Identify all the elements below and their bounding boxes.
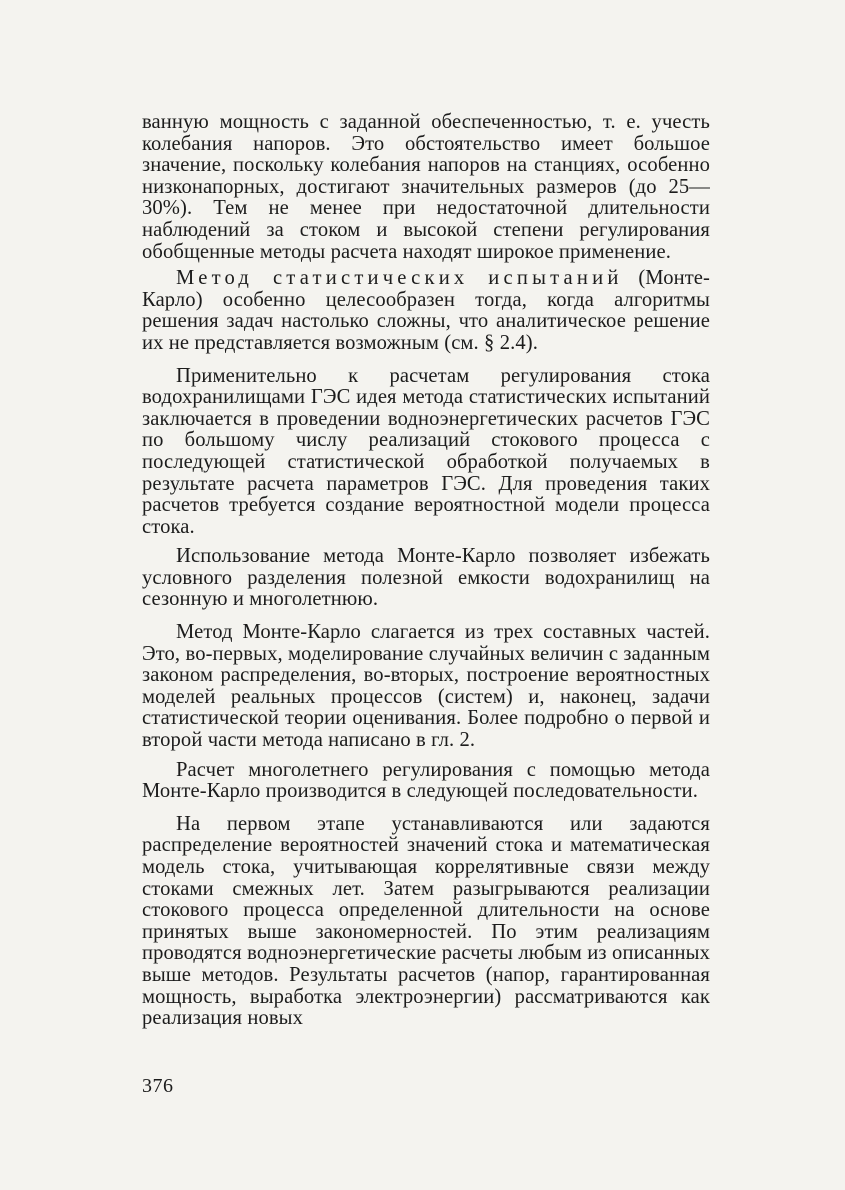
- paragraph-2: [142, 268, 710, 354]
- body-text: [142, 112, 710, 1030]
- paragraph-7: На первом этапе устанавливаются или задаются распределение вероятностей значений стока и математическая модель стока, учитывающая коррелятивные связи между стоками смежных лет. Затем разыгрываются реализации стокового процесса определенной длительности на основе принятых выше закономерностей. По этим реализациям проводятся водноэнергетические расчеты любым из описанных выше методов. Результаты расчетов (напор, гарантированная мощность, выработка электроэнергии) рассматриваются как реализация новых: [142, 812, 710, 1030]
- paragraph-4: Использование метода Монте-Карло позволяет избежать условного разделения полезной емкости водохранилищ на сезонную и многолетнюю.: [142, 545, 710, 611]
- page-number: 376: [142, 1075, 174, 1097]
- paragraph-2-text: (Монте-Карло) особенно целесообразен тогда, когда алгоритмы решения задач настолько сложны, что аналитическое решение их не представляется возможным (см. § 2.4).: [142, 267, 711, 354]
- paragraph-3: Применительно к расчетам регулирования стока водохранилищами ГЭС идея метода статистических испытаний заключается в проведении водноэнергетических расчетов ГЭС по большому числу реализаций стокового процесса с последующей статистической обработкой получаемых в результате расчета параметров ГЭС. Для проведения таких расчетов требуется создание вероятностной модели процесса стока.: [142, 364, 710, 538]
- paragraph-5: Метод Монте-Карло слагается из трех составных частей. Это, во-первых, моделирование случайных величин с заданным законом распределения, во-вторых, построение вероятностных моделей реальных процессов (систем) и, наконец, задачи статистической теории оценивания. Более подробно о первой и второй части метода написано в гл. 2.: [142, 621, 710, 752]
- emphasized-term: Метод статистических испытаний: [176, 267, 623, 290]
- paragraph-6: Расчет многолетнего регулирования с помощью метода Монте-Карло производится в следующей последовательности.: [142, 758, 710, 803]
- paragraph-1: ванную мощность с заданной обеспеченностью, т. е. учесть колебания напоров. Это обстоятельство имеет большое значение, поскольку колебания напоров на станциях, особенно низконапорных, достигают значительных размеров (до 25—30%). Тем не менее при недостаточной длительности наблюдений за стоком и высокой степени регулирования обобщенные методы расчета находят широкое применение.: [142, 111, 710, 263]
